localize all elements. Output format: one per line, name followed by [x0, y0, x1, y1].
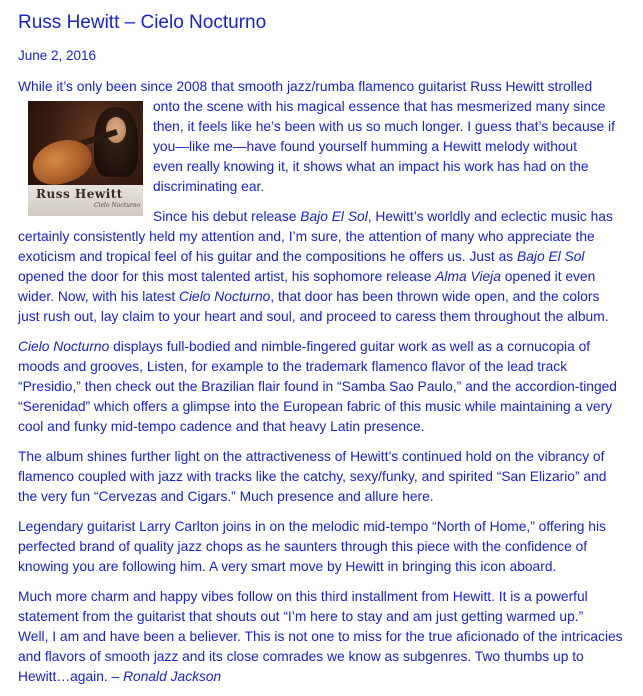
paragraph-6-line: Much more charm and happy vibes follow on this third installment from Hewitt. It is a powerful: [18, 589, 588, 604]
album-title-bajo-el-sol: Bajo El Sol: [517, 249, 585, 264]
paragraph-3-line: Cielo Nocturno displays full-bodied and nimble-fingered guitar work as well as a cornucopia of: [18, 339, 591, 354]
paragraph-2-line: exoticism and tropical feel of his guitar and the compositions he offers us. Just as Bajo El Sol: [18, 249, 585, 264]
album-title-bajo-el-sol: Bajo El Sol: [300, 209, 368, 224]
paragraph-5-line: knowing you are following him. A very smart move by Hewitt in bringing this icon aboard.: [18, 559, 557, 574]
album-cover-image: [28, 101, 143, 216]
paragraph-6-line: Hewitt…again. – Ronald Jackson: [18, 669, 222, 684]
album-title-alma-vieja: Alma Vieja: [435, 269, 501, 284]
reviewer-name: Ronald Jackson: [123, 669, 222, 684]
paragraph-1-line: discriminating ear.: [153, 179, 265, 194]
paragraph-2-line: opened the door for this most talented artist, his sophomore release Alma Vieja opened it even: [18, 269, 596, 284]
paragraph-2-line: wider. Now, with his latest Cielo Nocturno, that door has been thrown wide open, and the colors: [18, 289, 600, 304]
paragraph-1-line: onto the scene with his magical essence that has mesmerized many since: [153, 99, 606, 114]
paragraph-5-line: perfected brand of quality jazz chops as he saunters through this piece with the confidence of: [18, 539, 588, 554]
cover-artist-name: Russ Hewitt: [36, 187, 123, 201]
paragraph-6-line: statement from the guitarist that shouts out “I’m here to stay and am just getting warmed up.”: [18, 609, 584, 624]
paragraph-1-line: While it’s only been since 2008 that smooth jazz/rumba flamenco guitarist Russ Hewitt strolled: [18, 79, 593, 94]
post-date: June 2, 2016: [18, 48, 97, 63]
album-title-cielo-nocturno: Cielo Nocturno: [179, 289, 271, 304]
paragraph-3-line: moods and grooves, Listen, for example to the trademark flamenco flavor of the lead track: [18, 359, 568, 374]
paragraph-6-line: Well, I am and have been a believer. This is not one to miss for the true aficionado of the intricacies: [18, 629, 623, 644]
paragraph-4-line: flamenco coupled with jazz with tracks like the catchy, sexy/funky, and spirited “San Elizario” and: [18, 469, 607, 484]
paragraph-3-line: “Presidio,” then check out the Brazilian flair found in “Samba Sao Paulo,” and the accordion-tinged: [18, 379, 617, 394]
paragraph-4-line: The album shines further light on the attractiveness of Hewitt’s continued hold on the vibrancy of: [18, 449, 605, 464]
cover-album-name: Cielo Nocturno: [94, 202, 141, 209]
album-title-cielo-nocturno: Cielo Nocturno: [18, 339, 110, 354]
paragraph-6-line: and flavors of smooth jazz and its close comrades we know as subgenres. Two thumbs up to: [18, 649, 584, 664]
post-title[interactable]: Russ Hewitt – Cielo Nocturno: [18, 12, 267, 33]
paragraph-4-line: the very fun “Cervezas and Cigars.” Much presence and allure here.: [18, 489, 434, 504]
paragraph-1-line: you—like me—have found yourself humming a Hewitt melody without: [153, 139, 578, 154]
paragraph-2-line: just rush out, lay claim to your heart and soul, and proceed to caress them throughout the album.: [18, 309, 609, 324]
paragraph-1-line: even really knowing it, it shows what an impact his work has had on the: [153, 159, 589, 174]
paragraph-3-line: cool and funky mid-tempo cadence and that heavy Latin presence.: [18, 419, 425, 434]
paragraph-3-line: “Serenidad” which offers a glimpse into the European fabric of this music while maintaining a very: [18, 399, 613, 414]
paragraph-5-line: Legendary guitarist Larry Carlton joins in on the melodic mid-tempo “North of Home,” offering his: [18, 519, 606, 534]
paragraph-2-line: certainly consistently held my attention and, I’m sure, the attention of many who appreciate the: [18, 229, 595, 244]
paragraph-1-line: then, it feels like he’s been with us so much longer. I guess that’s because if: [153, 119, 615, 134]
paragraph-2-line: Since his debut release Bajo El Sol, Hewitt’s worldly and eclectic music has: [153, 209, 613, 224]
